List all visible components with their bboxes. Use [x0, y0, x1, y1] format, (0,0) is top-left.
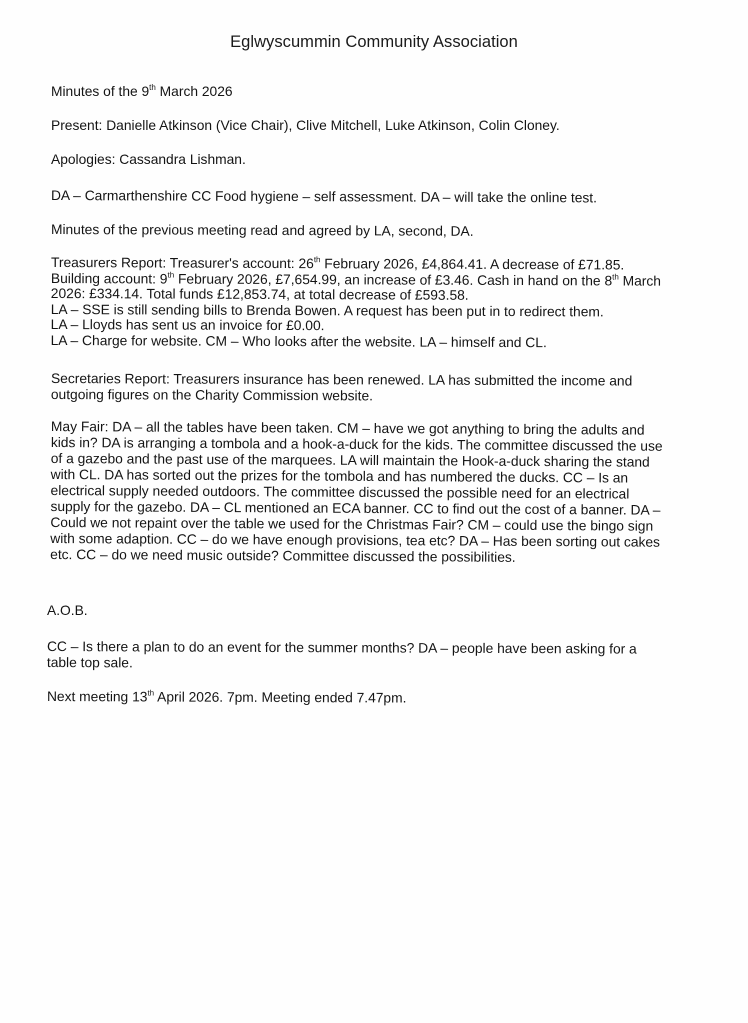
may-fair-line: of a gazebo and the past use of the marquees. LA will maintain the Hook-a-duck sharing the stand	[50, 450, 650, 470]
treasurers-line-2-middle: February 2026, £7,654.99, an increase of £3.46. Cash in hand on the 8	[174, 271, 613, 288]
previous-minutes-item: Minutes of the previous meeting read and agreed by LA, second, DA.	[50, 222, 474, 239]
treasurers-line-2-sup: th	[167, 270, 175, 280]
next-meeting-sup: th	[147, 688, 155, 698]
treasurers-line-2-sup2: th	[612, 271, 619, 281]
treasurers-report	[51, 255, 661, 351]
may-fair-line: supply for the gazebo. DA – CL mentioned an ECA banner. CC to find out the cost of a banner. DA –	[50, 498, 661, 518]
may-fair-section	[50, 419, 663, 567]
secretaries-report	[51, 371, 632, 405]
apologies: Apologies: Cassandra Lishman.	[51, 152, 246, 167]
aob-line-1: CC – Is there a plan to do an event for the summer months? DA – people have been asking for a	[46, 639, 637, 657]
may-fair-line: kids in? DA is arranging a tombola and a hook-a-duck for the kids. The committee discussed the use	[50, 434, 663, 454]
treasurers-line-1-prefix: Treasurers Report: Treasurer's account: 26	[50, 255, 314, 272]
food-hygiene-item: DA – Carmarthenshire CC Food hygiene – self assessment. DA – will take the online test.	[50, 188, 598, 206]
may-fair-line: May Fair: DA – all the tables have been taken. CM – have we got anything to bring the adults and	[50, 419, 645, 438]
secretaries-line-2: outgoing figures on the Charity Commission website.	[50, 386, 374, 403]
may-fair-line: with some adaption. CC – do we have enough provisions, tea etc? DA – Has been sorting out cakes	[50, 530, 661, 550]
aob-line-2: table top sale.	[46, 654, 133, 670]
aob-heading: A.O.B.	[47, 603, 88, 618]
minutes-heading-sup: th	[149, 83, 156, 92]
minutes-heading-prefix: Minutes of the 9	[51, 84, 150, 99]
may-fair-line: electrical supply needed outdoors. The committee discussed the possible need for an electrical	[50, 482, 630, 502]
may-fair-line: Could we not repaint over the table we used for the Christmas Fair? CM – could use the bingo sign	[50, 514, 654, 534]
may-fair-line: etc. CC – do we need music outside? Committee discussed the possibilities.	[50, 546, 516, 565]
treasurers-line-4: LA – SSE is still sending bills to Brenda Bowen. A request has been put in to redirect them.	[50, 301, 604, 319]
may-fair-line: with CL. DA has sorted out the prizes for the tombola and has numbered the ducks. CC – Is an	[50, 466, 629, 486]
treasurers-line-2-prefix: Building account: 9	[50, 270, 168, 287]
treasurers-line-1-suffix: February 2026, £4,864.41. A decrease of £71.85.	[320, 256, 625, 273]
next-meeting-prefix: Next meeting 13	[46, 689, 148, 705]
next-meeting-suffix: April 2026. 7pm. Meeting ended 7.47pm.	[154, 689, 407, 706]
treasurers-line-1-sup: th	[313, 255, 321, 265]
treasurers-line-6: LA – Charge for website. CM – Who looks after the website. LA – himself and CL.	[50, 332, 547, 350]
aob-section	[47, 639, 637, 673]
treasurers-line-3: 2026: £334.14. Total funds £12,853.74, at total decrease of £593.58.	[50, 285, 469, 303]
minutes-heading	[51, 84, 233, 100]
secretaries-line-1: Secretaries Report: Treasurers insurance has been renewed. LA has submitted the income and	[50, 371, 633, 389]
present-list: Present: Danielle Atkinson (Vice Chair), Clive Mitchell, Luke Atkinson, Colin Cloney.	[51, 118, 560, 133]
treasurers-line-2-suffix: March	[618, 272, 662, 289]
treasurers-line-5: LA – Lloyds has sent us an invoice for £0.00.	[50, 316, 325, 334]
document-title: Eglwyscummin Community Association	[230, 33, 518, 51]
minutes-heading-suffix: March 2026	[155, 84, 233, 99]
next-meeting	[47, 689, 407, 706]
